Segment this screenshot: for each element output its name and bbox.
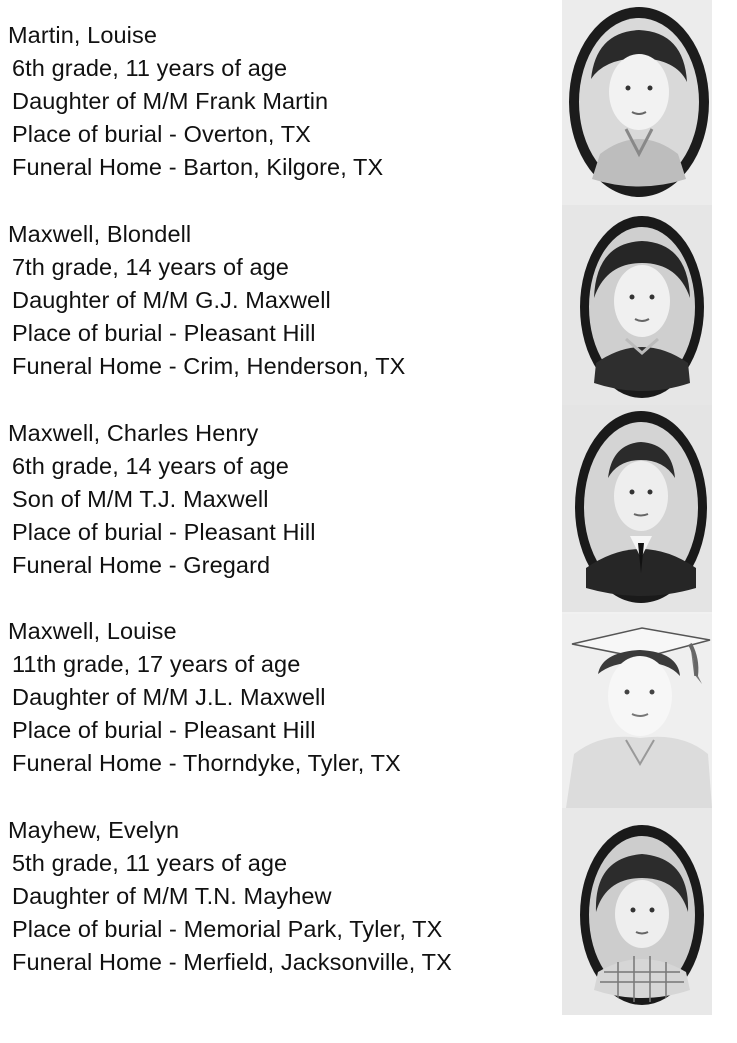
portrait-maxwell-louise	[562, 614, 712, 808]
entry-burial: Place of burial - Pleasant Hill	[12, 519, 316, 545]
entry-mayhew-evelyn	[8, 814, 568, 979]
entry-maxwell-blondell	[8, 218, 568, 383]
entry-grade-age: 6th grade, 11 years of age	[12, 55, 288, 81]
entry-parents: Daughter of M/M G.J. Maxwell	[12, 287, 331, 313]
entry-parents: Daughter of M/M T.N. Mayhew	[12, 883, 332, 909]
entry-name: Martin, Louise	[8, 22, 157, 48]
entry-burial: Place of burial - Overton, TX	[12, 121, 311, 147]
entry-name: Maxwell, Charles Henry	[8, 420, 259, 446]
portrait-maxwell-blondell	[578, 213, 706, 401]
entry-maxwell-louise	[8, 615, 568, 780]
entry-burial: Place of burial - Pleasant Hill	[12, 320, 316, 346]
entry-martin-louise	[8, 19, 568, 184]
entry-maxwell-charles-henry	[8, 417, 568, 582]
portrait-martin-louise	[566, 4, 712, 200]
entry-funeral-home: Funeral Home - Merfield, Jacksonville, TX	[12, 949, 452, 975]
entry-name: Maxwell, Louise	[8, 618, 177, 644]
entry-parents: Son of M/M T.J. Maxwell	[12, 486, 269, 512]
entry-burial: Place of burial - Memorial Park, Tyler, TX	[12, 916, 443, 942]
entry-parents: Daughter of M/M Frank Martin	[12, 88, 329, 114]
entry-grade-age: 6th grade, 14 years of age	[12, 453, 289, 479]
entry-name: Mayhew, Evelyn	[8, 817, 180, 843]
entry-burial: Place of burial - Pleasant Hill	[12, 717, 316, 743]
entry-name: Maxwell, Blondell	[8, 221, 192, 247]
entry-grade-age: 5th grade, 11 years of age	[12, 850, 288, 876]
entry-funeral-home: Funeral Home - Crim, Henderson, TX	[12, 353, 406, 379]
portrait-mayhew-evelyn	[578, 822, 706, 1008]
portrait-maxwell-charles-henry	[572, 408, 710, 606]
entry-parents: Daughter of M/M J.L. Maxwell	[12, 684, 326, 710]
entry-funeral-home: Funeral Home - Gregard	[12, 552, 271, 578]
entry-grade-age: 7th grade, 14 years of age	[12, 254, 289, 280]
entry-funeral-home: Funeral Home - Thorndyke, Tyler, TX	[12, 750, 401, 776]
entry-grade-age: 11th grade, 17 years of age	[12, 651, 301, 677]
entry-funeral-home: Funeral Home - Barton, Kilgore, TX	[12, 154, 384, 180]
